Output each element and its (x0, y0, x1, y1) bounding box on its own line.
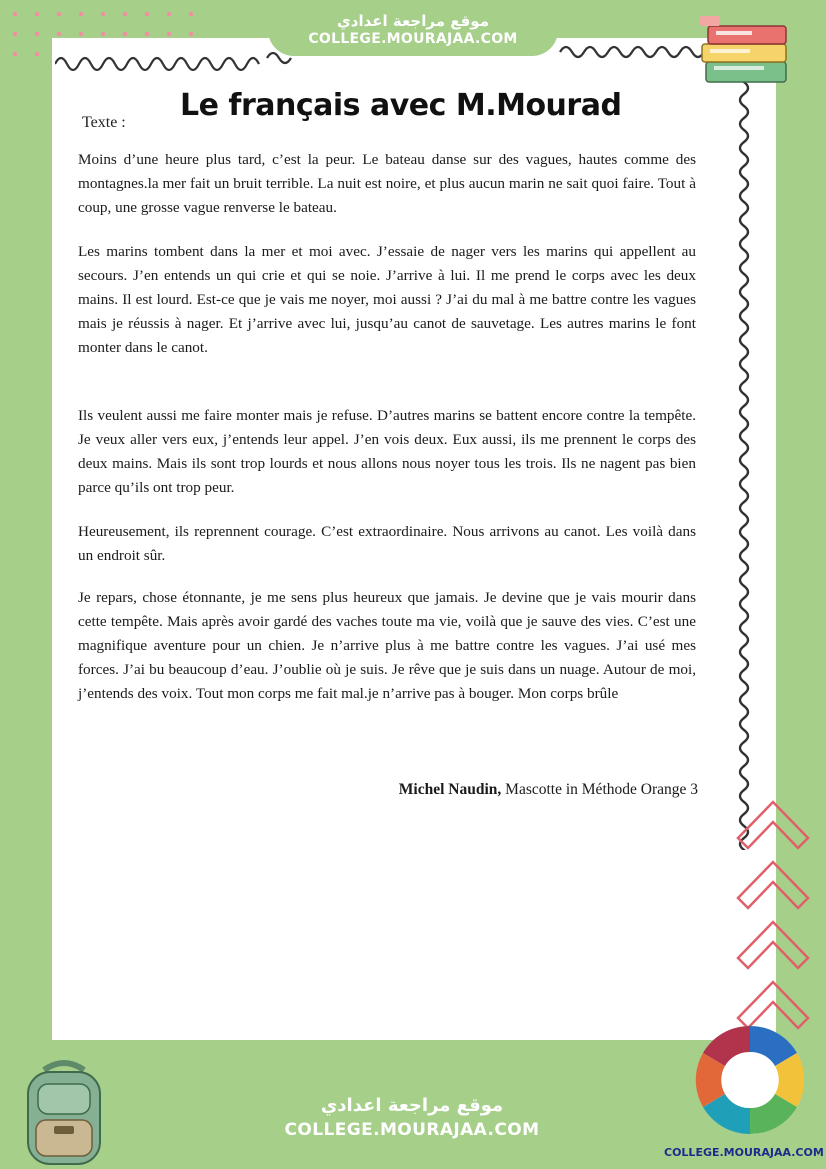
bottom-banner-arabic-title: موقع مراجعة اعدادي (320, 1095, 504, 1116)
paragraph-3: Ils veulent aussi me faire monter mais je refuse. D’autres marins se battent encore contre la tempête. Je veux aller vers eux, j’entends leur appel. J’en vois deux. Eux aussi, ils me prennent le corps des deux mains. Mais ils sont trop lourds et nous allons nous noyer tous les trois. Ils ne nagent pas bien parce qu’ils ont trop peur. (78, 407, 696, 496)
paragraph-2: Les marins tombent dans la mer et moi avec. J’essaie de nager vers les marins qui appellent au secours. J’en entends un qui crie et qui se noie. J’arrive à lui. Il me prend le corps avec les deux mains. Il est lourd. Est-ce que je vais me noyer, moi aussi ? J’ai du mal à me battre contre les vagues mais je réussis à nager. Et j’arrive avec lui, jusqu’au canot de sauvetage. Les autres marins le font monter dans le canot. (78, 243, 696, 356)
top-banner (268, 4, 558, 56)
books-icon (696, 12, 800, 92)
squiggle-border-right (733, 70, 755, 850)
top-banner-site-link[interactable]: COLLEGE.MOURAJAA.COM (308, 31, 518, 47)
bottom-banner (262, 1072, 562, 1169)
site-logo-icon (694, 1022, 806, 1142)
document-title: Le français avec M.Mourad (180, 88, 622, 123)
attribution-source: Mascotte in Méthode Orange 3 (505, 781, 698, 798)
paragraph-1: Moins d’une heure plus tard, c’est la peur. Le bateau danse sur des vagues, hautes comme des montagnes.la mer fait un bruit terrible. La nuit est noire, et plus aucun marin ne sait quoi faire. Tout à coup, une grosse vague renverse le bateau. (78, 151, 696, 216)
frame-left (0, 0, 52, 1169)
chevron-up-decoration-icon (732, 792, 814, 1032)
attribution-author: Michel Naudin, (398, 781, 502, 798)
paragraph-4: Heureusement, ils reprennent courage. C’est extraordinaire. Nous arrivons au canot. Les voilà dans un endroit sûr. (78, 523, 696, 564)
bottom-banner-site-link[interactable]: COLLEGE.MOURAJAA.COM (284, 1120, 540, 1140)
backpack-icon (14, 1056, 114, 1168)
text-label: Texte : (82, 114, 126, 131)
top-banner-arabic-title: موقع مراجعة اعدادي (337, 12, 489, 30)
attribution (300, 781, 698, 799)
paragraph-5: Je repars, chose étonnante, je me sens plus heureux que jamais. Je devine que je vais mourir dans cette tempête. Mais après avoir gardé des vaches toute ma vie, voilà que je sauve des vies. C’est une magnifique aventure pour un chien. Je n’arrive plus à me battre contre les vagues. J’ai usé mes forces. J’ai bu beaucoup d’eau. J’oublie où je suis. Je rêve que je suis dans un nuage. Autour de moi, j’entends des voix. Tout mon corps me fait mal.je n’arrive pas à bouger. Mon corps brûle (78, 589, 696, 702)
logo-site-text: COLLEGE.MOURAJAA.COM (664, 1146, 824, 1159)
